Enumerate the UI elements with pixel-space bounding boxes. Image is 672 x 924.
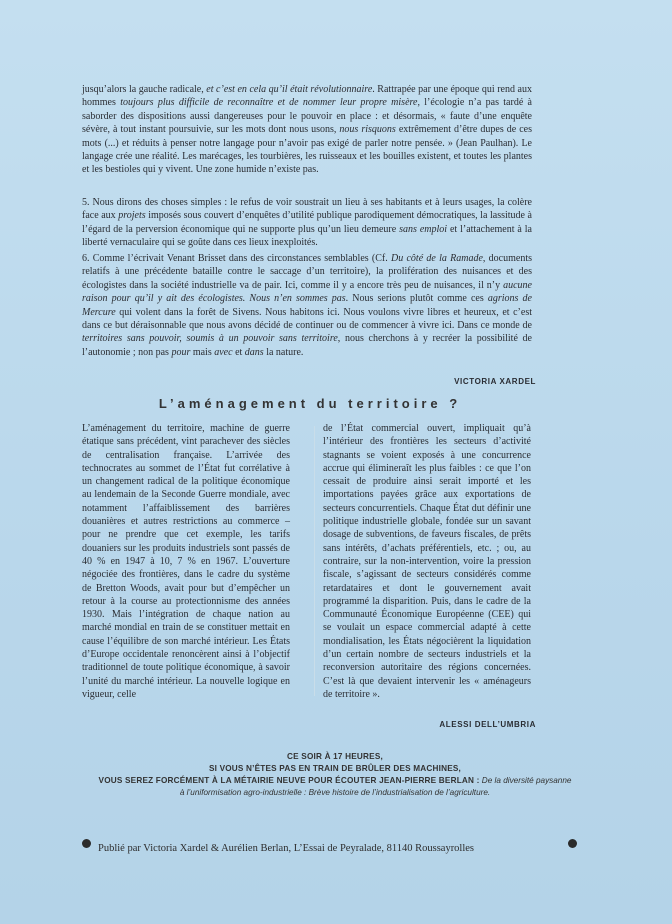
notice-line-2: SI VOUS N’ÊTES PAS EN TRAIN DE BRÛLER DES MACHINES, [208,764,462,773]
italic-text: territoires sans pouvoir, soumis à un pouvoir sans territoire [82,333,338,345]
signature-victoria-xardel: VICTORIA XARDEL [454,377,536,386]
event-notice [90,751,580,799]
signature-alessi-dellumbria: ALESSI DELL’UMBRIA [439,720,536,729]
text-run: et l’attachement à la liberté vernaculaire qui se goûte dans ces lieux inexploités. [82,223,532,249]
notice-line-3-italic: De la diversité paysanne [479,776,572,785]
text-run: imposés sous couvert d’enquêtes d’utilité publique parodiquement démocratiques, la lassitude à l’égard de la perversion économique qui ne supporte plus qu’un lieu demeure [82,210,532,235]
article-column-right: de l’État commercial ouvert, impliquait qu’à l’intérieur des frontières les secteurs d’activité stagnants se voient exposés à une concurrence accrue qui élimineraît les plus faibles : ce que l’on cessait de produire ainsi serait importé et les importations payées grâce aux exportations de secteurs concurrentiels. Chaque État dut définir une politique industrielle globale, fondée sur un savant dosage de subventions, de faveurs fiscales, de prêts sans intérêts, d’achats préférentiels, etc. ; ou, au contraire, sur la non-intervention, voire la pression fiscale, s’agissant de secteurs considérés comme retardataires et dont le gouvernement avait programmé la disparition. Puis, dans le cadre de la Communauté Économique Européenne (CEE) qui se voulait un espace commercial adapté à cette mondialisation, les États négocièrent la liquidation d’un certain nombre de secteurs industriels et la reconversion autoritaire des régions concernées. C’est là que devaient intervenir les « aménageurs de territoire ». [323,423,531,700]
text-run: et [232,346,245,358]
text-run: la nature. [263,346,304,358]
article-column-left: L’aménagement du territoire, machine de guerre étatique sans précédent, vint parachever des siècles de centralisation française. L’arrivée des technocrates au sommet de l’État fut corrélative à un changement radical de la politique économique au lendemain de la Seconde Guerre mondiale, avec notamment l’affaiblissement des barrières douanières et autres restrictions au commerce – pour ne prendre que cet exemple, les tarifs douaniers sur les produits industriels sont passés de 40 % en 1947 à 10, 7 % en 1967. L’ouverture négociée des frontières, dans le cadre du système de Bretton Woods, avait pour but d’empêcher un retour à la course au protectionnisme des années 1930. Mais l’intégration de chaque nation au marché mondial en train de se constituer mettait en cause l’équilibre de son marché intérieur. Les États d’Europe occidentale renoncèrent ainsi à l’objectif traditionnel de toute politique économique, à savoir l’unité du marché intérieur. La nouvelle logique en vigueur, celle [82,423,290,700]
text-run: , l’écologie n’a pas tardé à saborder des dispositions aussi dangereuses pour le pouvoir en place : et désormais, « faute d’une enquête sévère, à tout instant poursuivie, sur les mots dont nous usons, [82,97,532,136]
notice-line-3-caps: VOUS SEREZ FORCÉMENT À LA MÉTAIRIE NEUVE POUR ÉCOUTER JEAN-PIERRE BERLAN : [98,776,480,785]
italic-text: aucune raison pour qu’il y ait des écologistes. Nous n’en sommes pas [82,279,532,305]
italic-text: Du côté de la Ramade [391,253,483,264]
text-run: . Nous serions plutôt comme ces [345,293,488,305]
italic-text: toujours plus difficile de reconnaître et de nommer leur propre misère [120,97,418,109]
text-run: 6. Comme l’écrivait Venant Brisset dans des circonstances semblables (Cf. [82,253,391,264]
notice-line-1: CE SOIR À 17 HEURES, [287,752,383,761]
text-run: . Rattrapée par une époque qui rend aux hommes [82,84,532,109]
italic-text: dans [244,346,264,358]
text-run: extrêmement d’être dupes de ces mots (...) et réduits à penser notre langage pour n’avoir pas exigé de parler notre pensée. » (Jean Paulhan). Le langage crée une réalité. Les marécages, les tourbières, les ruisseaux et les bouilles existent, et toutes les plantes et les bestioles qui y vivent. Une zone humide n’existe pas. [82,124,532,176]
italic-text: nous risquons [339,124,396,136]
notice-line-4-italic: à l’uniformisation agro-industrielle : Brève histoire de l’industrialisation de l’agriculture. [179,788,491,797]
paragraph-intro [82,83,532,177]
italic-text: et c’est en cela qu’il était révolutionnaire [206,84,373,95]
publisher-footer: Publié par Victoria Xardel & Aurélien Berlan, L’Essai de Peyralade, 81140 Roussayrolles [98,843,475,854]
italic-text: sans emploi [399,223,448,235]
text-run: , nous cherchons à y recréer la possibilité de l’autonomie ; non pas [82,333,532,358]
column-divider [314,426,315,696]
text-run: , documents relatifs à une précédente bataille contre le saccage d’un territoire), la prolifération des nuisances et des écologistes dans la société industrielle va de pair. Ici, comme il y a encore très peu de nuisances, il n’y [82,253,532,291]
notice-line-3 [90,775,580,787]
bullet-left-icon [82,839,91,848]
italic-text: avec [214,346,233,358]
bullet-right-icon [568,839,577,848]
italic-text: pour [171,346,191,358]
italic-text: agrions de Mercure [82,293,532,318]
text-run: qui volent dans la forêt de Sivens. Nous habitons ici. Nous voulons vivre libres et heureux, et c’est dans ce but déraisonnable que nous avons décidé de continuer ou de commencer à vivre ici. Dans ce monde de [82,306,532,332]
paragraph-6 [82,252,532,359]
text-run: 5. Nous dirons des choses simples : le refus de voir soustrait un lieu à ses habitants et à leurs usages, la colère face aux [82,197,532,222]
article-title: L’aménagement du territoire ? [158,396,462,411]
text-run: jusqu’alors la gauche radicale, [82,84,207,95]
italic-text: projets [118,210,146,222]
paragraph-5 [82,196,532,250]
notice-line-4 [90,787,580,799]
text-run: mais [190,346,215,358]
